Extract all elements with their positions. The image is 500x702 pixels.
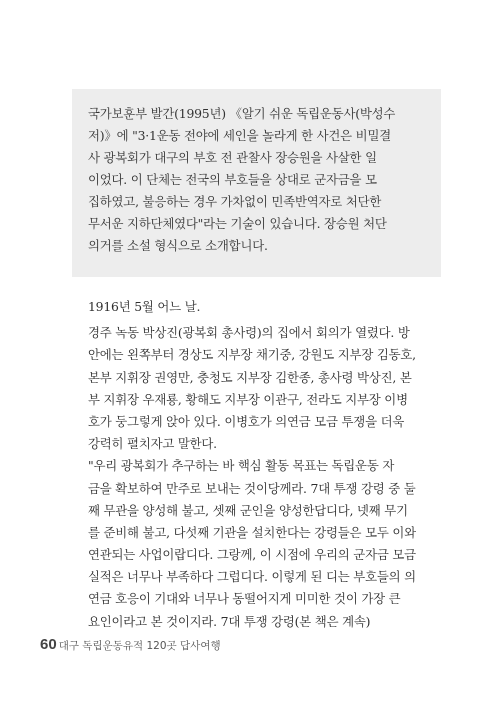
body-line: 본부 지휘장 권영만, 충청도 지부장 김한종, 총사령 박상진, 본 bbox=[88, 369, 412, 385]
note-line: 집하였고, 불응하는 경우 가차없이 민족반역자로 처단한 bbox=[88, 194, 382, 209]
note-line: 국가보훈부 발간(1995년) 《알기 쉬운 독립운동사(박성수 bbox=[88, 106, 396, 121]
body-line: 요인이라고 본 것이지라. 7대 투쟁 강령(본 책은 계속) bbox=[88, 613, 371, 629]
body-line: 금을 확보하여 만주로 보내는 것이당께라. 7대 투쟁 강령 중 둘 bbox=[88, 480, 416, 496]
body-line: 연금 호응이 기대와 너무나 동떨어지게 미미한 것이 가장 큰 bbox=[88, 591, 401, 607]
body-line: 부 지휘장 우재룡, 황해도 지부장 이관구, 전라도 지부장 이병 bbox=[88, 391, 408, 407]
body-line: "우리 광복회가 추구하는 바 핵심 활동 목표는 독립운동 자 bbox=[88, 458, 395, 474]
note-line: 사 광복회가 대구의 부호 전 관찰사 장승원을 사살한 일 bbox=[88, 150, 377, 165]
scene-date-line: 1916년 5월 어느 날. bbox=[88, 299, 201, 314]
body-line: 연관되는 사업이랍디다. 그랑께, 이 시점에 우리의 군자금 모금 bbox=[88, 547, 416, 563]
body-line: 호가 둥그렇게 앉아 있다. 이병호가 의연금 모금 투쟁을 더욱 bbox=[88, 413, 405, 429]
note-line: 저)》에 "3·1운동 전야에 세인을 놀라게 한 사건은 비밀결 bbox=[88, 128, 391, 143]
body-line: 강력히 펼치자고 말한다. bbox=[88, 436, 217, 452]
page-footer bbox=[40, 636, 221, 653]
note-line: 무서운 지하단체였다"라는 기술이 있습니다. 장승원 처단 bbox=[88, 216, 387, 231]
body-line: 경주 녹동 박상진(광복회 총사령)의 집에서 회의가 열렸다. 방 bbox=[88, 325, 410, 341]
intro-note-box bbox=[72, 89, 441, 277]
body-line: 째 무관을 양성해 불고, 셋째 군인을 양성한답디다, 넷째 무기 bbox=[88, 502, 408, 518]
page-number: 60 bbox=[40, 636, 57, 653]
body-line: 실적은 너무나 부족하다 그럽디다. 이렇게 된 디는 부호들의 의 bbox=[88, 569, 416, 585]
body-line: 를 준비해 불고, 다섯째 기관을 설치한다는 강령들은 모두 이와 bbox=[88, 524, 416, 540]
note-line: 이었다. 이 단체는 전국의 부호들을 상대로 군자금을 모 bbox=[88, 172, 377, 187]
body-line: 안에는 왼쪽부터 경상도 지부장 채기중, 강원도 지부장 김동호, bbox=[88, 347, 416, 363]
running-title: 대구 독립운동유적 120곳 답사여행 bbox=[58, 640, 221, 652]
body-text bbox=[88, 296, 444, 633]
note-line: 의거를 소설 형식으로 소개합니다. bbox=[88, 238, 268, 253]
